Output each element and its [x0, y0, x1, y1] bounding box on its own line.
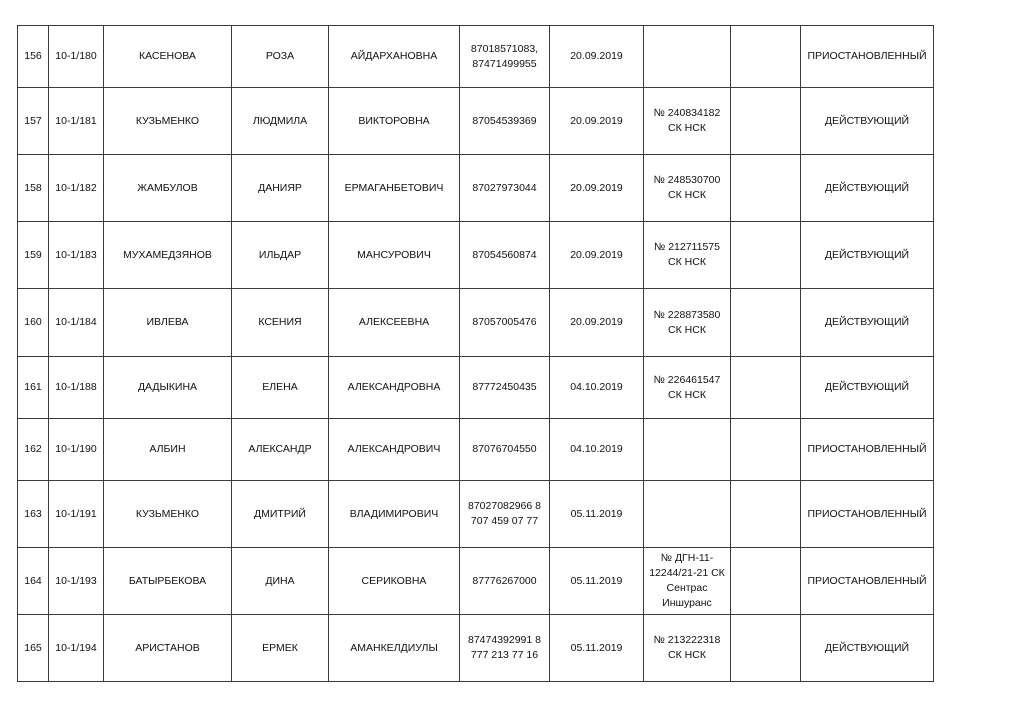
first-name: ДАНИЯР: [232, 155, 329, 222]
table-row: [18, 26, 934, 88]
insurance-policy: № 240834182 СК НСК: [644, 88, 731, 155]
registry-table: [17, 25, 934, 682]
registration-code: 10-1/180: [49, 26, 104, 88]
patronymic: АЛЕКСЕЕВНА: [329, 289, 460, 357]
date: 20.09.2019: [550, 222, 644, 289]
table-row: [18, 481, 934, 548]
status: ДЕЙСТВУЮЩИЙ: [801, 615, 934, 682]
date: 20.09.2019: [550, 88, 644, 155]
status: ДЕЙСТВУЮЩИЙ: [801, 357, 934, 419]
phone: 87772450435: [460, 357, 550, 419]
status: ПРИОСТАНОВЛЕННЫЙ: [801, 481, 934, 548]
table-row: [18, 289, 934, 357]
insurance-policy: № 212711575 СК НСК: [644, 222, 731, 289]
date: 05.11.2019: [550, 615, 644, 682]
phone: 87018571083, 87471499955: [460, 26, 550, 88]
surname: АЛБИН: [104, 419, 232, 481]
surname: ЖАМБУЛОВ: [104, 155, 232, 222]
table-row: [18, 419, 934, 481]
patronymic: ВИКТОРОВНА: [329, 88, 460, 155]
registration-code: 10-1/181: [49, 88, 104, 155]
phone: 87076704550: [460, 419, 550, 481]
insurance-policy: № ДГН-11-12244/21-21 СК Сентрас Иншуранс: [644, 548, 731, 615]
insurance-policy: [644, 26, 731, 88]
registration-code: 10-1/191: [49, 481, 104, 548]
status: ДЕЙСТВУЮЩИЙ: [801, 155, 934, 222]
row-number: 160: [18, 289, 49, 357]
extra-cell: [731, 615, 801, 682]
phone: 87057005476: [460, 289, 550, 357]
table-row: [18, 357, 934, 419]
status: ДЕЙСТВУЮЩИЙ: [801, 88, 934, 155]
patronymic: СЕРИКОВНА: [329, 548, 460, 615]
patronymic: АЙДАРХАНОВНА: [329, 26, 460, 88]
patronymic: МАНСУРОВИЧ: [329, 222, 460, 289]
surname: ИВЛЕВА: [104, 289, 232, 357]
first-name: РОЗА: [232, 26, 329, 88]
extra-cell: [731, 419, 801, 481]
registration-code: 10-1/183: [49, 222, 104, 289]
surname: АРИСТАНОВ: [104, 615, 232, 682]
phone: 87776267000: [460, 548, 550, 615]
status: ПРИОСТАНОВЛЕННЫЙ: [801, 548, 934, 615]
table-row: [18, 615, 934, 682]
date: 04.10.2019: [550, 419, 644, 481]
surname: КУЗЬМЕНКО: [104, 88, 232, 155]
date: 20.09.2019: [550, 155, 644, 222]
first-name: ЛЮДМИЛА: [232, 88, 329, 155]
date: 20.09.2019: [550, 289, 644, 357]
first-name: ДМИТРИЙ: [232, 481, 329, 548]
insurance-policy: № 226461547 СК НСК: [644, 357, 731, 419]
row-number: 156: [18, 26, 49, 88]
date: 20.09.2019: [550, 26, 644, 88]
first-name: КСЕНИЯ: [232, 289, 329, 357]
status: ДЕЙСТВУЮЩИЙ: [801, 222, 934, 289]
registration-code: 10-1/182: [49, 155, 104, 222]
first-name: АЛЕКСАНДР: [232, 419, 329, 481]
extra-cell: [731, 222, 801, 289]
surname: ДАДЫКИНА: [104, 357, 232, 419]
row-number: 163: [18, 481, 49, 548]
table-row: [18, 155, 934, 222]
row-number: 165: [18, 615, 49, 682]
extra-cell: [731, 548, 801, 615]
first-name: ЕРМЕК: [232, 615, 329, 682]
patronymic: АЛЕКСАНДРОВИЧ: [329, 419, 460, 481]
row-number: 164: [18, 548, 49, 615]
phone: 87054560874: [460, 222, 550, 289]
phone: 87474392991 8 777 213 77 16: [460, 615, 550, 682]
registration-code: 10-1/194: [49, 615, 104, 682]
extra-cell: [731, 289, 801, 357]
surname: МУХАМЕДЗЯНОВ: [104, 222, 232, 289]
row-number: 158: [18, 155, 49, 222]
row-number: 157: [18, 88, 49, 155]
phone: 87027082966 8 707 459 07 77: [460, 481, 550, 548]
extra-cell: [731, 88, 801, 155]
insurance-policy: [644, 419, 731, 481]
extra-cell: [731, 481, 801, 548]
first-name: ДИНА: [232, 548, 329, 615]
surname: КУЗЬМЕНКО: [104, 481, 232, 548]
patronymic: ЕРМАГАНБЕТОВИЧ: [329, 155, 460, 222]
extra-cell: [731, 26, 801, 88]
extra-cell: [731, 155, 801, 222]
insurance-policy: [644, 481, 731, 548]
registration-code: 10-1/193: [49, 548, 104, 615]
first-name: ЕЛЕНА: [232, 357, 329, 419]
date: 05.11.2019: [550, 481, 644, 548]
insurance-policy: № 248530700 СК НСК: [644, 155, 731, 222]
patronymic: АМАНКЕЛДИУЛЫ: [329, 615, 460, 682]
row-number: 159: [18, 222, 49, 289]
registration-code: 10-1/184: [49, 289, 104, 357]
first-name: ИЛЬДАР: [232, 222, 329, 289]
surname: БАТЫРБЕКОВА: [104, 548, 232, 615]
surname: КАСЕНОВА: [104, 26, 232, 88]
table-row: [18, 88, 934, 155]
patronymic: ВЛАДИМИРОВИЧ: [329, 481, 460, 548]
date: 04.10.2019: [550, 357, 644, 419]
date: 05.11.2019: [550, 548, 644, 615]
status: ДЕЙСТВУЮЩИЙ: [801, 289, 934, 357]
row-number: 162: [18, 419, 49, 481]
table-row: [18, 548, 934, 615]
status: ПРИОСТАНОВЛЕННЫЙ: [801, 26, 934, 88]
table-row: [18, 222, 934, 289]
phone: 87054539369: [460, 88, 550, 155]
registration-code: 10-1/188: [49, 357, 104, 419]
insurance-policy: № 228873580 СК НСК: [644, 289, 731, 357]
patronymic: АЛЕКСАНДРОВНА: [329, 357, 460, 419]
insurance-policy: № 213222318 СК НСК: [644, 615, 731, 682]
status: ПРИОСТАНОВЛЕННЫЙ: [801, 419, 934, 481]
phone: 87027973044: [460, 155, 550, 222]
row-number: 161: [18, 357, 49, 419]
registration-code: 10-1/190: [49, 419, 104, 481]
extra-cell: [731, 357, 801, 419]
